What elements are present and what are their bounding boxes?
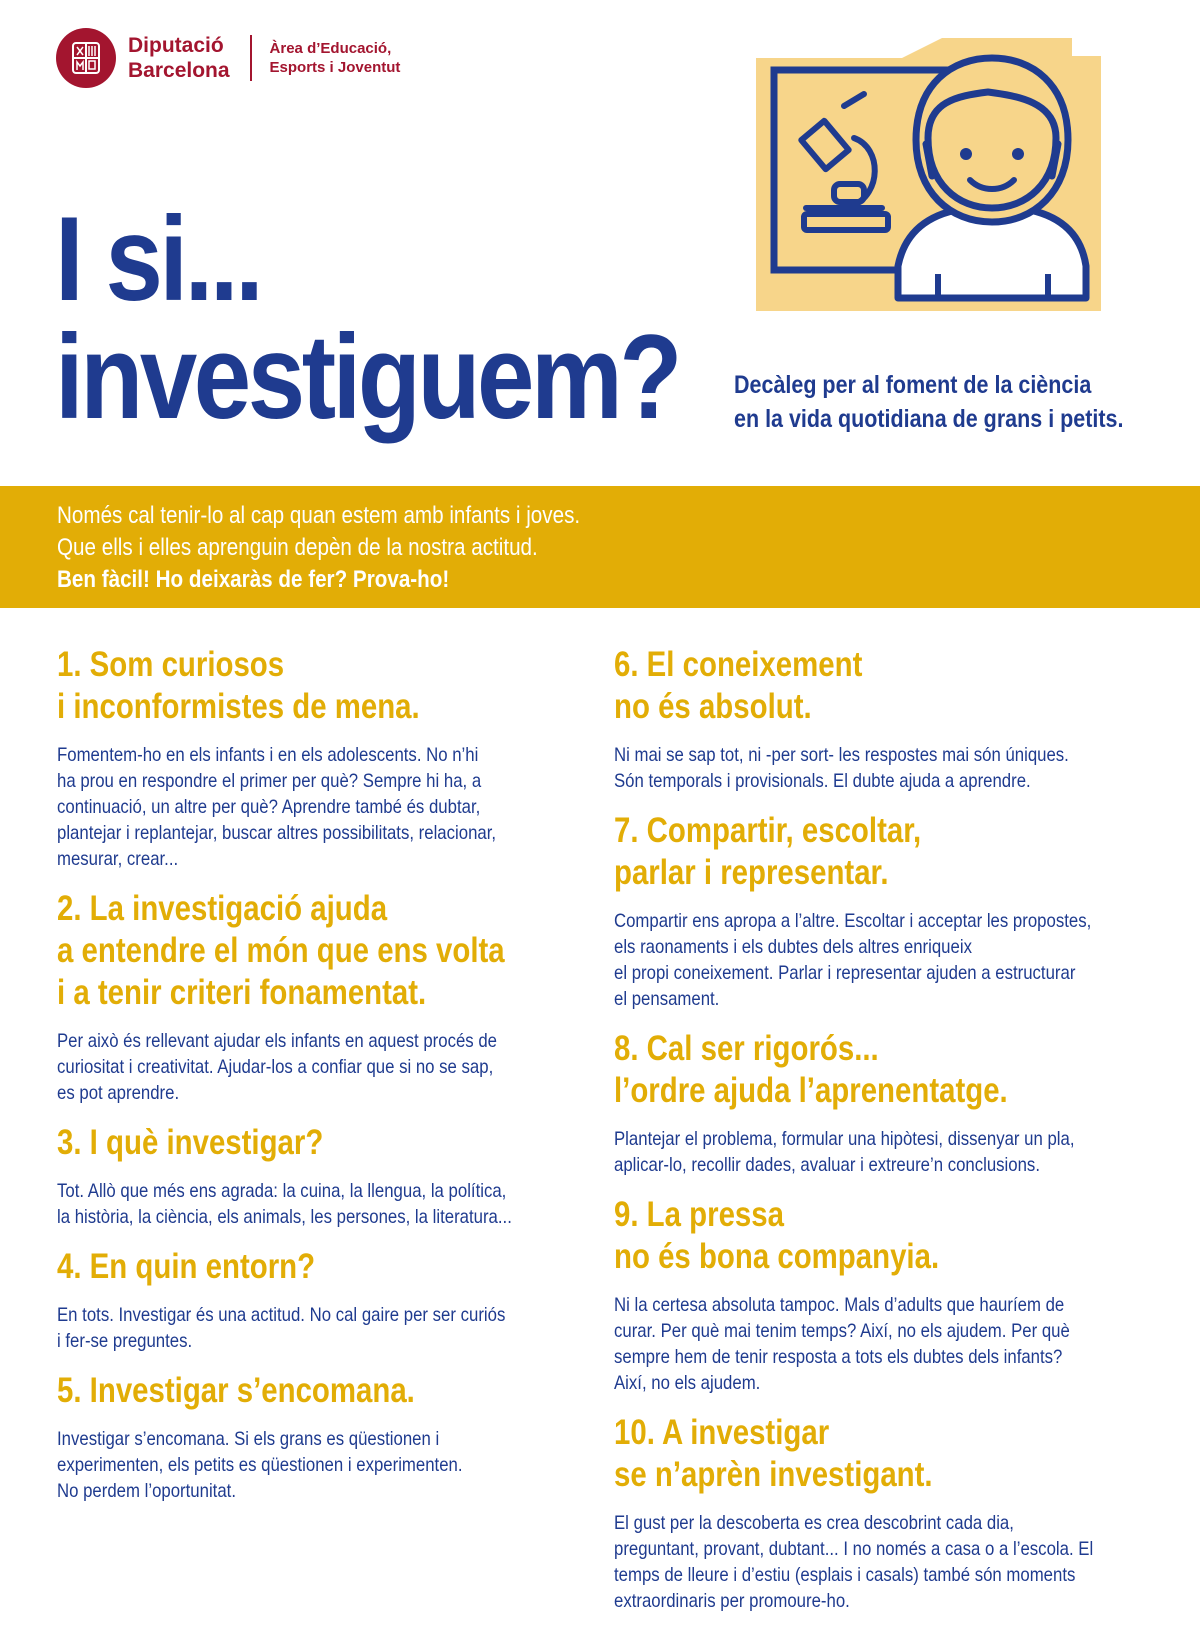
intro-call-to-action: Ben fàcil! Ho deixaràs de fer? Prova-ho! <box>57 566 450 593</box>
item-body-line: extraordinaris per promoure-ho. <box>614 1590 850 1612</box>
item-body-line: aplicar-lo, recollir dades, avaluar i extreure’n conclusions. <box>614 1154 1040 1176</box>
item-body-line: mesurar, crear... <box>57 848 179 870</box>
item-heading <box>614 1028 1084 1112</box>
department-name <box>270 39 401 77</box>
item-heading-line: se n’aprèn investigant. <box>614 1455 933 1494</box>
item-heading-line: 9. La pressa <box>614 1195 784 1234</box>
item-body-line: ha prou en respondre el primer per què? Sempre hi ha, a <box>57 770 482 792</box>
intro-line: Només cal tenir-lo al cap quan estem amb infants i joves. <box>57 502 581 529</box>
item-body <box>57 742 504 872</box>
decalogue-item-2 <box>57 888 577 1106</box>
item-heading <box>57 1370 494 1412</box>
item-heading-line: 3. I què investigar? <box>57 1123 324 1162</box>
item-body-line: preguntant, provant, dubtant... I no només a casa o a l’escola. El <box>614 1538 1094 1560</box>
org-name-line: Barcelona <box>128 59 230 82</box>
item-heading-line: 10. A investigar <box>614 1413 830 1452</box>
item-heading-line: i a tenir criteri fonamentat. <box>57 973 427 1012</box>
item-heading-line: a entendre el món que ens volta <box>57 931 505 970</box>
item-body-line: Així, no els ajudem. <box>614 1372 761 1394</box>
decalogue-item-3 <box>57 1122 577 1230</box>
item-heading-line: 2. La investigació ajuda <box>57 889 388 928</box>
item-body-line: i fer-se preguntes. <box>57 1330 193 1352</box>
decalogue-column-right <box>614 644 1174 1629</box>
decalogue-column-left <box>57 644 577 1520</box>
item-body-line: El gust per la descoberta es crea descobrint cada dia, <box>614 1512 1014 1534</box>
item-heading <box>57 888 505 1014</box>
diputacio-seal-icon <box>56 28 116 88</box>
item-body-line: Ni la certesa absoluta tampoc. Mals d’adults que hauríem de <box>614 1294 1065 1316</box>
page-title <box>55 192 679 444</box>
page-title-line: investiguem? <box>55 310 679 444</box>
item-body-line: sempre hem de tenir resposta a tots els dubtes dels infants? <box>614 1346 1063 1368</box>
item-body-line: Fomentem-ho en els infants i en els adolescents. No n’hi <box>57 744 479 766</box>
item-body <box>57 1178 512 1230</box>
item-heading <box>614 1412 1084 1496</box>
department-line: Esports i Joventut <box>269 59 401 76</box>
item-body-line: No perdem l’oportunitat. <box>57 1480 236 1502</box>
item-body-line: Per això és rellevant ajudar els infants en aquest procés de <box>57 1030 498 1052</box>
decalogue-item-6 <box>614 644 1174 794</box>
item-heading-line: i inconformistes de mena. <box>57 687 420 726</box>
item-body-line: curar. Per què mai tenim temps? Així, no els ajudem. Per què <box>614 1320 1070 1342</box>
item-heading-line: 8. Cal ser rigorós... <box>614 1029 879 1068</box>
item-body-line: experimenten, els petits es qüestionen i experimenten. <box>57 1454 463 1476</box>
decalogue-item-7 <box>614 810 1174 1012</box>
item-heading-line: 6. El coneixement <box>614 645 863 684</box>
item-heading <box>57 1246 494 1288</box>
item-body <box>57 1426 504 1504</box>
item-heading <box>614 810 1084 894</box>
item-body-line: el pensament. <box>614 988 720 1010</box>
item-heading <box>614 1194 1084 1278</box>
org-name <box>128 33 230 83</box>
child-scientist-microscope-icon <box>756 36 1101 311</box>
item-body-line: Són temporals i provisionals. El dubte ajuda a aprendre. <box>614 770 1031 792</box>
item-body-line: Investigar s’encomana. Si els grans es qüestionen i <box>57 1428 440 1450</box>
item-body <box>614 908 1096 1012</box>
item-heading-line: parlar i representar. <box>614 853 889 892</box>
item-body <box>57 1028 504 1106</box>
item-body <box>614 1292 1096 1396</box>
item-heading-line: 5. Investigar s’encomana. <box>57 1371 415 1410</box>
item-body-line: Tot. Allò que més ens agrada: la cuina, la llengua, la política, <box>57 1180 507 1202</box>
item-heading-line: l’ordre ajuda l’aprenentatge. <box>614 1071 1008 1110</box>
item-heading-line: 7. Compartir, escoltar, <box>614 811 922 850</box>
item-body-line: En tots. Investigar és una actitud. No cal gaire per ser curiós <box>57 1304 506 1326</box>
item-body-line: temps de lleure i d’estiu (esplais i casals) també són moments <box>614 1564 1076 1586</box>
item-body <box>614 1510 1096 1614</box>
item-body <box>614 742 1096 794</box>
item-body-line: curiositat i creativitat. Ajudar-los a confiar que si no se sap, <box>57 1056 494 1078</box>
item-heading-line: 1. Som curiosos <box>57 645 285 684</box>
item-body-line: la història, la ciència, els animals, les persones, la literatura... <box>57 1206 512 1228</box>
decalogue-item-4 <box>57 1246 577 1354</box>
item-body-line: continuació, un altre per què? Aprendre també és dubtar, <box>57 796 481 818</box>
item-body-line: plantejar i replantejar, buscar altres possibilitats, relacionar, <box>57 822 497 844</box>
item-body-line: es pot aprendre. <box>57 1082 180 1104</box>
item-body-line: Plantejar el problema, formular una hipòtesi, dissenyar un pla, <box>614 1128 1075 1150</box>
subtitle-line: Decàleg per al foment de la ciència <box>734 371 1092 399</box>
decalogue-item-8 <box>614 1028 1174 1178</box>
item-body-line: els raonaments i els dubtes dels altres enriqueix <box>614 936 972 958</box>
intro-band <box>0 486 1200 608</box>
department-line: Àrea d’Educació, <box>269 40 392 57</box>
decalogue-item-10 <box>614 1412 1174 1614</box>
item-heading-line: 4. En quin entorn? <box>57 1247 316 1286</box>
decalogue-item-9 <box>614 1194 1174 1396</box>
item-body-line: Ni mai se sap tot, ni -per sort- les respostes mai són úniques. <box>614 744 1069 766</box>
page-title-line: I si... <box>55 192 261 326</box>
item-heading-line: no és bona companyia. <box>614 1237 940 1276</box>
item-body-line: el propi coneixement. Parlar i representar ajuden a estructurar <box>614 962 1076 984</box>
item-heading <box>57 644 494 728</box>
subtitle-line: en la vida quotidiana de grans i petits. <box>734 405 1124 433</box>
decalogue-item-5 <box>57 1370 577 1504</box>
item-heading-line: no és absolut. <box>614 687 812 726</box>
page-subtitle <box>734 368 1124 436</box>
item-heading <box>57 1122 494 1164</box>
intro-line: Que ells i elles aprenguin depèn de la nostra actitud. <box>57 534 538 561</box>
item-heading <box>614 644 1084 728</box>
item-body <box>57 1302 504 1354</box>
item-body-line: Compartir ens apropa a l’altre. Escoltar i acceptar les propostes, <box>614 910 1092 932</box>
item-body <box>614 1126 1096 1178</box>
header-divider <box>250 35 252 81</box>
header-logo <box>56 28 400 88</box>
org-name-line: Diputació <box>128 34 224 57</box>
decalogue-item-1 <box>57 644 577 872</box>
